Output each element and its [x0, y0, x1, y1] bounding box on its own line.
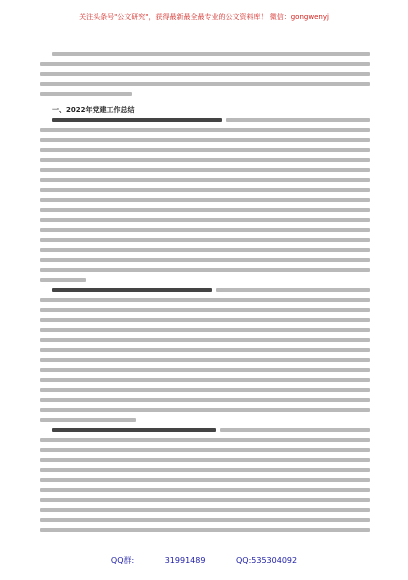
qq-text: QQ:535304092 — [236, 556, 298, 565]
section-heading: 一、2022年党建工作总结 — [52, 106, 135, 114]
page-footer — [0, 555, 408, 566]
paragraph-2 — [40, 288, 370, 428]
qq-group-text: QQ群: 31991489 — [110, 556, 206, 565]
intro-paragraph — [40, 52, 370, 102]
header-banner: 关注头条号"公文研究"，获得最新最全最专业的公文资料库！ 微信：gongwenyj — [79, 13, 329, 21]
paragraph-3 — [40, 428, 370, 538]
paragraph-1 — [40, 118, 370, 288]
document-body — [40, 52, 370, 538]
